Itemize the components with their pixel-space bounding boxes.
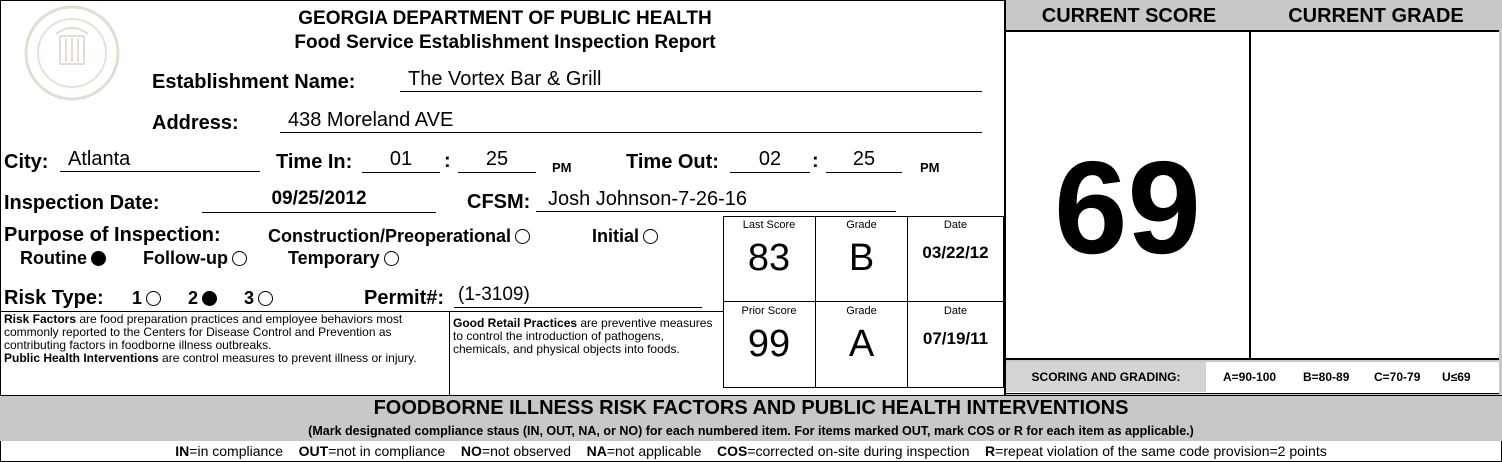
legend-cos: COS=corrected on-site during inspection [716,443,970,459]
initial-radio[interactable] [643,229,658,244]
cfsm-field[interactable] [536,188,896,212]
inspection-date-field[interactable] [202,188,436,213]
purpose-followup-option[interactable] [143,248,247,269]
routine-radio[interactable] [91,251,106,266]
current-grade-label: CURRENT GRADE [1288,5,1464,27]
last-score-label: Last Score [742,219,796,231]
legend-out: OUT=not in compliance [298,443,446,459]
good-retail-note [450,311,723,395]
time-in-label: Time In: [276,151,353,173]
risk-factors-note [1,311,450,395]
prior-score-label: Prior Score [741,305,797,317]
inspection-date-value: 09/25/2012 [271,188,367,209]
city-value: Atlanta [68,148,131,170]
city-field[interactable] [60,148,260,172]
risk-option-3[interactable] [244,288,273,309]
purpose-followup-label: Follow-up [143,248,228,268]
legend-r: R=repeat violation of the same code provision=2 points [985,443,1327,459]
time-out-minute-field[interactable] [826,148,902,173]
address-field[interactable] [280,109,982,133]
risk-option-1-label: 1 [132,288,143,308]
inspection-date-label: Inspection Date: [4,192,160,214]
time-in-colon: : [444,150,451,172]
last-score-value: 83 [747,237,791,279]
risk-3-radio[interactable] [258,291,273,306]
last-grade-cell [816,216,908,302]
establishment-name-value: The Vortex Bar & Grill [408,68,602,90]
current-score-value: 69 [1054,134,1201,281]
phi-text: are control measures to prevent illness or injury. [158,351,417,365]
address-label: Address: [152,112,239,134]
section-instructions: (Mark designated compliance staus (IN, OUT, NA, or NO) for each numbered item. For items marked OUT, mark COS or R for each item as applicable.) [308,424,1194,438]
current-score-box [1006,30,1251,360]
legend-in: IN=in compliance [175,443,284,459]
time-out-colon: : [812,150,819,172]
last-date-cell [908,216,1004,302]
phi-term: Public Health Interventions [4,351,159,365]
time-in-ampm: PM [552,160,572,175]
time-in-hour-field[interactable] [362,148,440,173]
construction-radio[interactable] [515,229,530,244]
prior-grade-value: A [848,323,875,365]
establishment-name-label: Establishment Name: [152,71,356,93]
risk-type-label: Risk Type: [4,287,104,309]
purpose-temporary-label: Temporary [288,248,380,268]
last-score-cell [723,216,816,302]
prior-date-value: 07/19/11 [922,329,989,348]
time-out-label: Time Out: [626,151,719,173]
risk-option-2-label: 2 [188,288,199,308]
legend-na: NA=not applicable [586,443,702,459]
time-out-minute-value: 25 [852,148,876,170]
compliance-legend [0,441,1502,462]
last-grade-label: Grade [846,219,877,231]
scale-u: U≤69 [1442,370,1471,384]
risk-2-radio[interactable] [202,291,217,306]
purpose-construction-label: Construction/Preoperational [268,226,512,246]
followup-radio[interactable] [232,251,247,266]
time-in-hour-value: 01 [389,148,413,170]
purpose-initial-label: Initial [592,226,640,246]
prior-date-cell [908,302,1004,388]
last-date-value: 03/22/12 [922,243,989,262]
time-out-hour-value: 02 [758,148,782,170]
cfsm-value: Josh Johnson-7-26-16 [548,188,748,210]
prior-score-value: 99 [747,323,791,365]
current-score-label: CURRENT SCORE [1041,5,1217,27]
risk-factors-text: are food preparation practices and employee behaviors most commonly reported to the Centers for Disease Control and Prevention as contributing factors in foodborne illness outbreaks. [4,312,403,352]
purpose-label: Purpose of Inspection: [4,224,221,246]
permit-field[interactable] [454,284,702,308]
establishment-name-field[interactable] [400,68,982,92]
time-in-minute-field[interactable] [458,148,536,173]
scale-a: A=90-100 [1223,370,1277,384]
risk-1-radio[interactable] [146,291,161,306]
department-title: GEORGIA DEPARTMENT OF PUBLIC HEALTH [298,8,712,29]
prior-grade-label: Grade [846,305,877,317]
scoring-grading-label: SCORING AND GRADING: [1006,362,1206,392]
legend-no: NO=not observed [460,443,572,459]
risk-option-2[interactable] [188,288,217,309]
address-value: 438 Moreland AVE [288,109,454,131]
permit-label: Permit#: [364,287,445,309]
prior-date-label: Date [943,305,968,317]
prior-grade-cell [816,302,908,388]
risk-factors-term: Risk Factors [4,312,77,326]
grp-term: Good Retail Practices [453,316,578,330]
state-seal-icon [8,4,136,102]
purpose-construction-option[interactable] [268,226,530,247]
scale-b: B=80-89 [1303,370,1350,384]
risk-option-1[interactable] [132,288,161,309]
risk-option-3-label: 3 [244,288,255,308]
last-grade-value: B [848,237,875,279]
time-out-ampm: PM [920,160,940,175]
scale-c: C=70-79 [1374,370,1421,384]
cfsm-label: CFSM: [467,191,531,213]
purpose-initial-option[interactable] [592,226,658,247]
report-title: Food Service Establishment Inspection Report [294,32,716,53]
current-grade-box [1251,30,1499,360]
last-date-label: Date [943,219,968,231]
section-title: FOODBORNE ILLNESS RISK FACTORS AND PUBLIC HEALTH INTERVENTIONS [373,397,1129,419]
purpose-routine-label: Routine [20,248,87,268]
prior-score-cell [723,302,816,388]
city-label: City: [4,151,49,173]
temporary-radio[interactable] [384,251,399,266]
time-out-hour-field[interactable] [730,148,810,173]
time-in-minute-value: 25 [485,148,509,170]
purpose-routine-option[interactable] [20,248,106,269]
grp-text: are preventive measures to control the introduction of pathogens, chemicals, and physical objects into foods. [453,316,713,356]
permit-value: (1-3109) [458,284,530,305]
purpose-temporary-option[interactable] [288,248,399,269]
